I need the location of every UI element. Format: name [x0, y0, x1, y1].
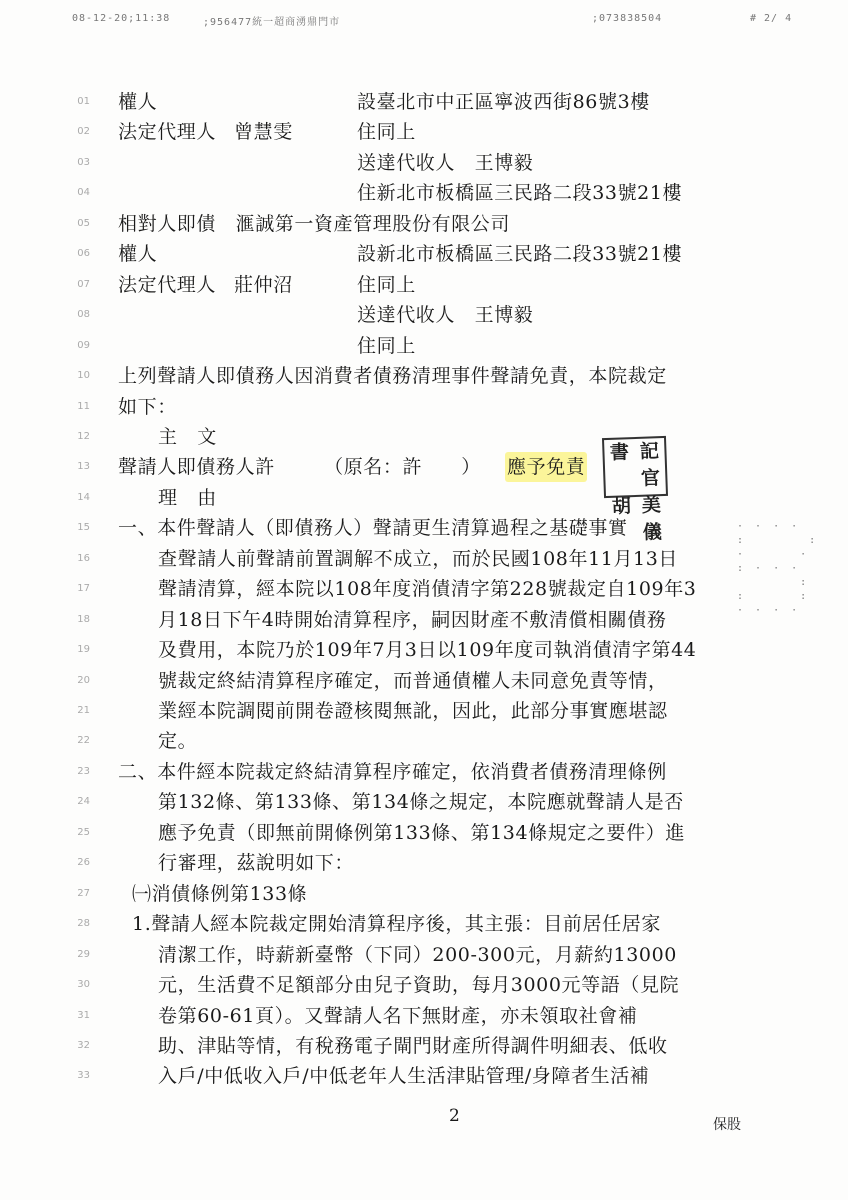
line-text: 聲請人即債務人許 （原名：許 ） [118, 456, 481, 479]
text-line [0, 209, 848, 239]
line-text: 及費用，本院乃於109年7月3日以109年度司執消債清字第44 [158, 639, 697, 662]
clerk-seal [602, 436, 668, 544]
line-number: 17 [77, 583, 90, 595]
line-text: 理 由 [158, 486, 217, 509]
fax-page: # 2/ 4 [750, 13, 793, 24]
text-line [0, 909, 848, 939]
text-line [0, 726, 848, 756]
text-line [0, 970, 848, 1000]
line-text: 法定代理人 [118, 273, 217, 296]
seal-char: 書 [609, 441, 630, 464]
line-text: 助、津貼等情，有稅務電子閘門財產所得調件明細表、低收 [158, 1034, 668, 1057]
line-number: 14 [77, 491, 90, 503]
fax-sender: ;956477統一超商湧鼎門市 [203, 17, 341, 28]
fax-number: ;073838504 [592, 13, 663, 24]
line-number: 18 [77, 613, 90, 625]
line-text: 定。 [158, 730, 198, 753]
line-text: 行審理，茲說明如下： [158, 852, 355, 875]
line-text: 清潔工作，時薪新臺幣（下同）200-300元，月薪約13000 [158, 943, 677, 966]
line-number: 04 [77, 187, 90, 199]
line-text: 上列聲請人即債務人因消費者債務清理事件聲請免責，本院裁定 [118, 365, 667, 388]
text-line [0, 1061, 848, 1091]
line-text: 如下： [118, 395, 177, 418]
line-number: 16 [77, 552, 90, 564]
line-number: 03 [77, 156, 90, 168]
line-text: 送達代收人 王博毅 [357, 304, 534, 327]
line-number: 32 [77, 1039, 90, 1051]
line-number: 15 [77, 522, 90, 534]
line-text: 第132條、第133條、第134條之規定，本院應就聲請人是否 [158, 791, 684, 814]
text-line [0, 148, 848, 178]
text-line [0, 666, 848, 696]
line-text: 卷第60-61頁）。又聲請人名下無財產，亦未領取社會補 [158, 1004, 638, 1027]
line-number: 08 [77, 309, 90, 321]
line-text: 應予免責（即無前開條例第133條、第134條規定之要件）進 [158, 821, 685, 844]
line-number: 01 [77, 96, 90, 107]
line-number: 12 [77, 430, 90, 442]
line-number: 20 [77, 674, 90, 686]
line-text: 相對人即債 滙誠第一資產管理股份有限公司 [118, 212, 511, 235]
line-number: 07 [77, 278, 90, 290]
line-text: 主 文 [158, 425, 217, 448]
line-number: 21 [77, 705, 90, 716]
line-text: 莊仲沼 [234, 273, 293, 296]
line-text: 業經本院調閱前開卷證核閱無訛，因此，此部分事實應堪認 [158, 700, 668, 722]
perforation-dots: · · · · : : · · : · · · : : : · · · · [737, 521, 819, 616]
seal-char: 胡 [611, 495, 632, 518]
line-text: 聲請清算，經本院以108年度消債清字第228號裁定自109年3 [158, 578, 697, 601]
line-number: 13 [77, 461, 90, 473]
line-number: 19 [77, 644, 90, 656]
line-text: 1.聲請人經本院裁定開始清算程序後，其主張：目前居任居家 [132, 913, 661, 936]
text-line [0, 422, 848, 452]
line-text: 住新北市板橋區三民路二段33號21樓 [357, 182, 683, 205]
line-text: 月18日下午4時開始清算程序，嗣因財產不敷清償相關債務 [158, 608, 667, 631]
text-line [0, 1001, 848, 1031]
line-text: 入戶/中低收入戶/中低老年人生活津貼管理/身障者生活補 [158, 1065, 650, 1088]
line-number: 33 [77, 1070, 90, 1082]
text-line [0, 696, 848, 726]
line-number: 22 [77, 735, 90, 747]
line-text: ㈠消債條例第133條 [132, 882, 308, 905]
line-text: 住同上 [357, 273, 416, 296]
seal-char: 記官 [639, 440, 661, 490]
line-text: 設新北市板橋區三民路二段33號21樓 [357, 243, 683, 266]
line-number: 29 [77, 948, 90, 960]
line-text: 二、本件經本院裁定終結清算程序確定，依消費者債務清理條例 [118, 760, 667, 783]
line-number: 23 [77, 765, 90, 777]
line-text: 設臺北市中正區寧波西街86號3樓 [357, 91, 650, 113]
text-line [0, 1031, 848, 1061]
text-line [0, 483, 848, 513]
text-line [0, 940, 848, 970]
line-number: 05 [77, 217, 90, 229]
line-number: 28 [77, 918, 90, 930]
text-line [0, 178, 848, 208]
line-number: 09 [77, 339, 90, 351]
line-text: 號裁定終結清算程序確定，而普通債權人未同意免責等情， [158, 669, 668, 692]
text-line [0, 331, 848, 361]
seal-char: 美儀 [641, 494, 663, 544]
line-text: 權人 [118, 91, 158, 113]
highlighted-ruling: 應予免責 [505, 452, 587, 482]
line-number: 26 [77, 857, 90, 869]
text-line [0, 787, 848, 817]
line-text: 權人 [118, 243, 158, 266]
text-line [0, 392, 848, 422]
section-label: 保股 [713, 1117, 741, 1133]
text-line [0, 452, 848, 482]
line-text: 查聲請人前聲請前置調解不成立，而於民國108年11月13日 [158, 547, 679, 570]
text-line [0, 117, 848, 147]
line-number: 10 [77, 370, 90, 382]
line-text: 法定代理人 [118, 121, 217, 144]
line-text: 住同上 [357, 121, 416, 144]
text-line [0, 300, 848, 330]
line-number: 31 [77, 1009, 90, 1021]
text-line [0, 818, 848, 848]
text-line [0, 239, 848, 269]
line-number: 25 [77, 826, 90, 838]
text-line [0, 513, 848, 543]
page-number: 2 [449, 1106, 460, 1126]
text-line [0, 635, 848, 665]
line-number: 11 [77, 400, 90, 412]
text-line [0, 361, 848, 391]
text-line [0, 605, 848, 635]
line-text: 一、本件聲請人（即債務人）聲請更生清算過程之基礎事實 [118, 517, 628, 540]
line-text: 送達代收人 王博毅 [357, 151, 534, 174]
line-number: 24 [77, 796, 90, 808]
line-number: 27 [77, 887, 90, 899]
line-number: 02 [77, 126, 90, 138]
line-number: 30 [77, 979, 90, 991]
text-line [0, 879, 848, 909]
line-text: 住同上 [357, 334, 416, 357]
text-line [0, 848, 848, 878]
text-line [0, 757, 848, 787]
line-text: 元，生活費不足額部分由兒子資助，每月3000元等語（見院 [158, 974, 680, 997]
text-line [0, 574, 848, 604]
line-number: 06 [77, 248, 90, 260]
text-line [0, 270, 848, 300]
text-line [0, 87, 848, 117]
fax-datetime: 08-12-20;11:38 [72, 13, 171, 24]
text-line [0, 544, 848, 574]
line-text: 曾慧雯 [234, 121, 293, 144]
